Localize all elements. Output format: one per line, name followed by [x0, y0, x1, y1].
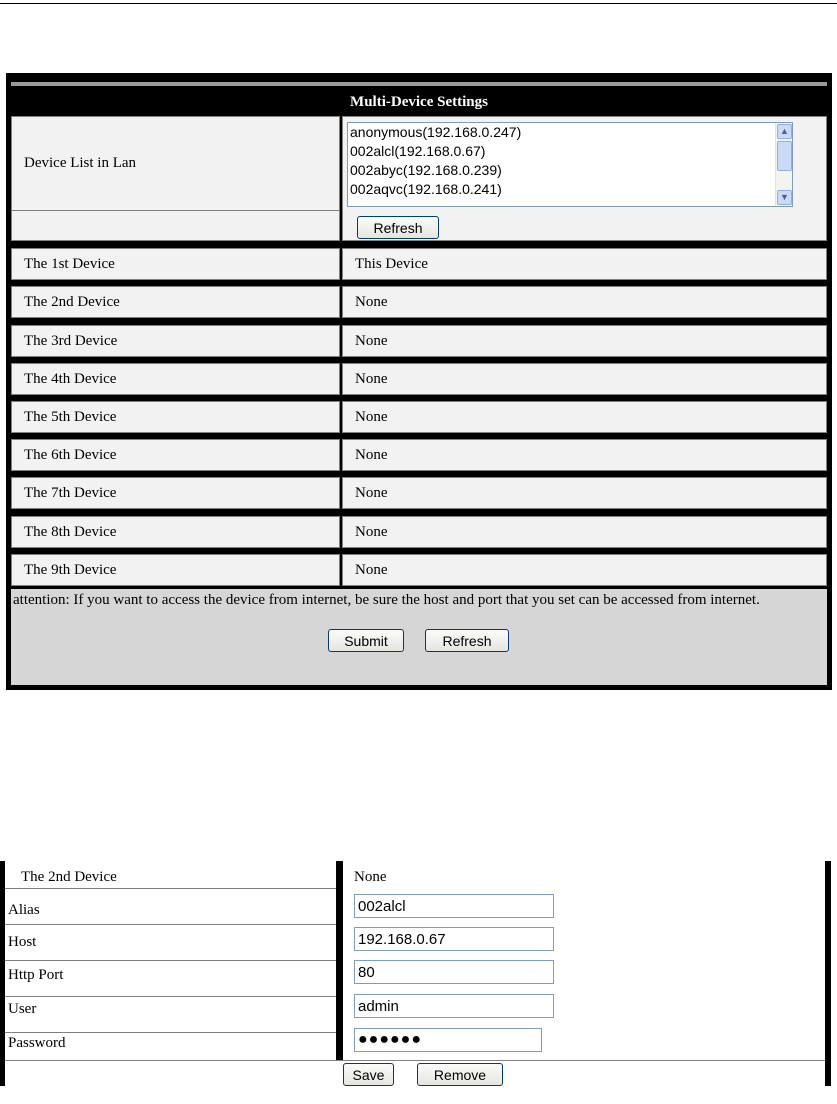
column-separator	[336, 861, 343, 1060]
listbox-scrollbar[interactable]	[775, 123, 792, 206]
lan-list-label: Device List in Lan	[24, 155, 137, 171]
device-2-label-cell	[11, 286, 340, 318]
lan-device-option[interactable]: 002aqvc(192.168.0.241)	[350, 181, 502, 197]
lan-refresh-button[interactable]: Refresh	[357, 216, 439, 239]
password-label: Password	[8, 1035, 66, 1051]
device-9-value[interactable]: None	[355, 561, 388, 578]
device-2-value[interactable]: None	[355, 293, 388, 310]
device-6-value[interactable]: None	[355, 446, 388, 463]
scroll-thumb[interactable]	[777, 141, 792, 171]
device-5-value-cell	[342, 401, 827, 433]
row-divider	[5, 996, 336, 997]
page-top-rule	[0, 3, 837, 4]
device-9-label: The 9th Device	[24, 561, 117, 578]
device-8-value-cell	[342, 516, 827, 548]
password-mask: ●●●●●●	[358, 1031, 422, 1048]
lan-list-label-cell-bottom	[11, 211, 340, 241]
lan-device-option[interactable]: 002alcl(192.168.0.67)	[350, 143, 486, 159]
device-2-label: The 2nd Device	[24, 293, 120, 310]
lan-device-option[interactable]: 002abyc(192.168.0.239)	[350, 162, 502, 178]
save-button[interactable]: Save	[343, 1063, 394, 1086]
title-divider	[11, 82, 827, 86]
http-port-input[interactable]: 80	[354, 960, 554, 984]
device-4-label: The 4th Device	[24, 370, 117, 387]
row-divider	[5, 888, 336, 889]
device-6-label: The 6th Device	[24, 446, 117, 463]
device-6-value-cell	[342, 439, 827, 471]
footer-refresh-button[interactable]: Refresh	[425, 629, 509, 652]
device-edit-panel	[0, 861, 837, 1086]
device-6-label-cell	[11, 439, 340, 471]
scroll-up-icon[interactable]: ▲	[777, 124, 792, 139]
lan-device-option[interactable]: anonymous(192.168.0.247)	[350, 124, 522, 140]
row-divider	[5, 1032, 336, 1033]
host-input[interactable]: 192.168.0.67	[354, 927, 554, 951]
attention-note: attention: If you want to access the device from internet, be sure the host and port that you set can be accessed from internet.	[13, 592, 760, 608]
device-7-value[interactable]: None	[355, 484, 388, 501]
row-divider	[5, 924, 336, 925]
panel-right-border	[825, 861, 831, 1086]
device-8-label-cell	[11, 516, 340, 548]
multi-device-settings-panel	[6, 73, 832, 690]
device-2-label: The 2nd Device	[21, 869, 117, 885]
settings-footer	[11, 589, 827, 685]
device-5-label-cell	[11, 401, 340, 433]
device-3-label: The 3rd Device	[24, 332, 118, 349]
device-7-label: The 7th Device	[24, 484, 117, 501]
alias-label: Alias	[8, 902, 40, 918]
device-8-label: The 8th Device	[24, 523, 117, 540]
device-4-value-cell	[342, 363, 827, 395]
device-8-value[interactable]: None	[355, 523, 388, 540]
user-label: User	[8, 1001, 37, 1017]
lan-device-listbox[interactable]	[347, 122, 793, 207]
device-1-label-cell	[11, 248, 340, 280]
device-1-value-cell	[342, 248, 827, 280]
device-9-label-cell	[11, 554, 340, 586]
device-1-value[interactable]: This Device	[355, 255, 428, 272]
device-3-value-cell	[342, 325, 827, 357]
device-3-label-cell	[11, 325, 340, 357]
device-1-label: The 1st Device	[24, 255, 115, 272]
panel-title: Multi-Device Settings	[350, 93, 488, 110]
device-7-label-cell	[11, 477, 340, 509]
device-4-label-cell	[11, 363, 340, 395]
submit-button[interactable]: Submit	[328, 629, 404, 652]
device-3-value[interactable]: None	[355, 332, 388, 349]
http-port-label: Http Port	[8, 967, 64, 983]
lan-list-label-cell	[11, 116, 340, 211]
device-7-value-cell	[342, 477, 827, 509]
scroll-down-icon[interactable]: ▼	[777, 190, 792, 205]
row-divider	[5, 960, 336, 961]
device-4-value[interactable]: None	[355, 370, 388, 387]
device-5-label: The 5th Device	[24, 408, 117, 425]
remove-button[interactable]: Remove	[417, 1063, 503, 1086]
password-input[interactable]	[354, 1028, 542, 1052]
device-2-value: None	[354, 869, 387, 885]
device-2-value-cell	[342, 286, 827, 318]
host-label: Host	[8, 934, 37, 950]
user-input[interactable]: admin	[354, 994, 554, 1018]
alias-input[interactable]: 002alcl	[354, 894, 554, 918]
device-5-value[interactable]: None	[355, 408, 388, 425]
row-divider	[5, 1060, 825, 1061]
device-9-value-cell	[342, 554, 827, 586]
panel-left-border	[0, 861, 5, 1086]
